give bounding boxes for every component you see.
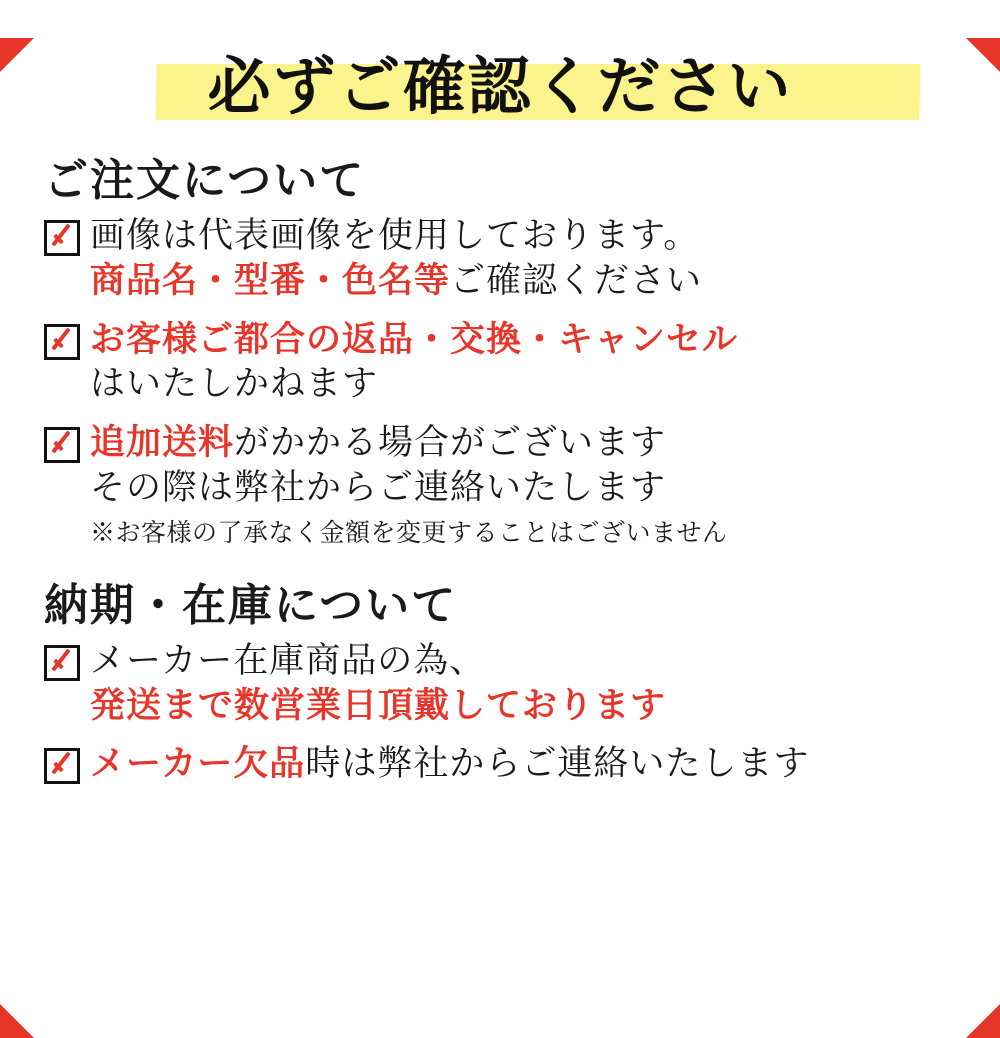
list-item-line [90,259,956,304]
checkbox-checked-icon [44,324,80,360]
checkbox-checked-icon [44,645,80,681]
list-item [44,214,956,304]
section-title-delivery-stock: 納期・在庫について [44,579,458,631]
list-item-text [90,742,956,787]
list-item [44,421,956,549]
corner-decoration-top-left [0,38,34,72]
plain-text: ご確認ください [450,260,703,301]
checkbox-checked-icon [44,748,80,784]
notice-page [0,38,1000,1038]
corner-decoration-top-right [966,38,1000,72]
checkbox-checked-icon [44,220,80,256]
list-item-line [90,742,956,787]
list-item-text [90,639,956,729]
list-item-line: 画像は代表画像を使用しております。 [90,216,700,256]
list-item-line: その際は弊社からご連絡いたします [90,467,667,508]
page-title: 必ずご確認ください [207,49,793,123]
plain-text: 時は弊社からご連絡いたします [305,744,810,785]
checkbox-checked-icon [44,427,80,463]
list-item [44,639,956,729]
list-item [44,742,956,787]
list-item [44,318,956,408]
list-item-line [90,421,956,466]
list-item-note: ※お客様の了承なく金額を変更することはございません [90,517,728,547]
emphasis-text: 追加送料 [90,422,235,464]
list-item-line: はいたしかねます [90,364,379,405]
list-item-line: お客様ご都合の返品・交換・キャンセル [90,318,739,360]
section-title-orders: ご注文について [44,155,366,206]
list-item-text [90,318,956,408]
emphasis-text: 商品名・型番・色名等 [90,259,451,301]
headline-block [44,38,956,134]
emphasis-text: メーカー欠品 [90,743,306,785]
list-item-line: メーカー在庫商品の為、 [90,640,486,681]
corner-decoration-bottom-right [966,1004,1000,1038]
plain-text: がかかる場合がございます [234,423,667,464]
corner-decoration-bottom-left [0,1004,34,1038]
list-item-line: 発送まで数営業日頂戴しております [90,684,667,726]
list-item-text [90,214,956,304]
list-item-text [90,421,956,549]
